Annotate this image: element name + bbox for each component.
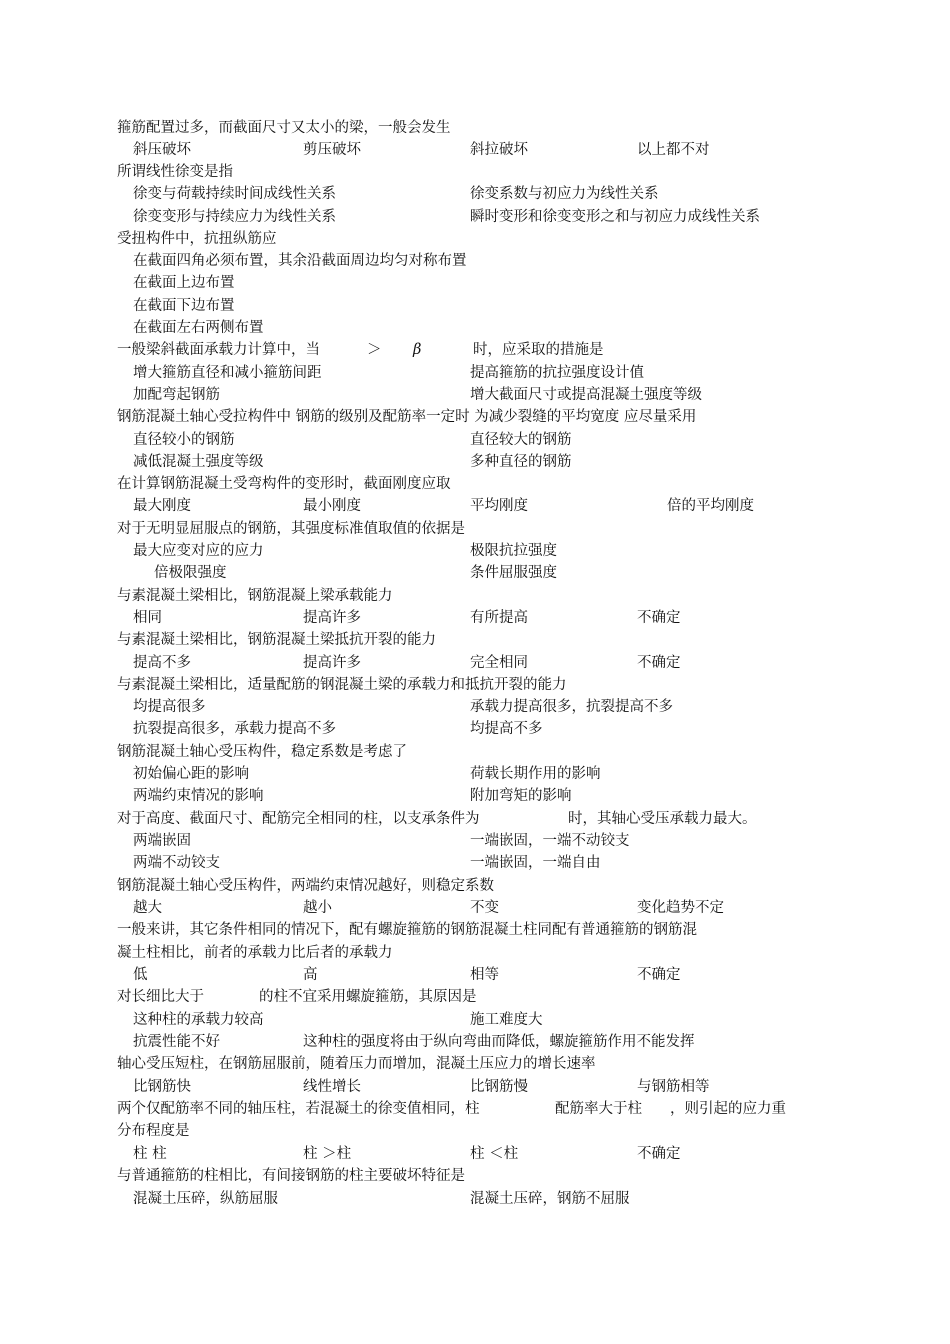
option-d: 变化趋势不定 [637,900,724,916]
option-d: 均提高不多 [470,721,543,737]
option-b: 提高许多 [303,655,361,671]
option-row [117,206,830,228]
option-c: 减低混凝土强度等级 [133,454,264,470]
option-a: 低 [133,967,148,983]
option-c: 斜拉破坏 [470,142,528,158]
option-row [117,1031,830,1053]
option-c: 平均刚度 [470,498,528,514]
option-d: 不确定 [637,610,681,626]
option-b: 承载力提高很多，抗裂提高不多 [470,699,673,715]
option-a: 相同 [133,610,162,626]
option-b: 越小 [303,900,332,916]
option-c: 不变 [470,900,499,916]
question-stem: 钢筋混凝土轴心受压构件，稳定系数是考虑了 [117,744,407,760]
option-b: 线性增长 [303,1079,361,1095]
question-stem: 箍筋配置过多，而截面尺寸又太小的梁，一般会发生 [117,120,451,136]
option-d: 多种直径的钢筋 [470,454,572,470]
option-d: 与钢筋相等 [637,1079,710,1095]
question-stem: 与普通箍筋的柱相比，有间接钢筋的柱主要破坏特征是 [117,1168,465,1184]
option-row [117,540,830,562]
question-stem: 与素混凝土梁相比，钢筋混凝土梁抵抗开裂的能力 [117,632,436,648]
option-b: 一端嵌固，一端不动铰支 [470,833,630,849]
option-a: 在截面四角必须布置，其余沿截面周边均匀对称布置 [133,253,467,269]
option-a: 直径较小的钢筋 [133,432,235,448]
question-stem: 与素混凝土梁相比，钢筋混凝上梁承载能力 [117,588,393,604]
question-stem: 所谓线性徐变是指 [117,164,233,180]
question-stem: 受扭构件中，抗扭纵筋应 [117,231,277,247]
option-b: 在截面上边布置 [133,275,235,291]
option-row [117,1076,830,1098]
option-a: 这种柱的承载力较高 [133,1012,264,1028]
option-row [117,1188,830,1210]
question-stem: 对于无明显屈服点的钢筋，其强度标准值取值的依据是 [117,521,465,537]
option-c: 倍极限强度 [154,565,227,581]
option-c: 完全相同 [470,655,528,671]
option-d: 不确定 [637,967,681,983]
option-a: 提高不多 [133,655,191,671]
option-c: 抗裂提高很多，承载力提高不多 [133,721,336,737]
option-d: 倍的平均刚度 [667,498,754,514]
option-b: 混凝土压碎，钢筋不屈服 [470,1191,630,1207]
option-a: 两端嵌固 [133,833,191,849]
option-row [117,852,830,874]
option-row [117,562,830,584]
option-d: 在截面左右两侧布置 [133,320,264,336]
option-b: 柱 ＞柱 [303,1146,352,1162]
question-stem: 一般梁斜截面承载力计算中，当 ＞ β 时，应采取的措施是 [117,342,604,358]
option-row [117,250,830,272]
option-b: 施工难度大 [470,1012,543,1028]
question-stem: 在计算钢筋混凝土受弯构件的变形时，截面刚度应取 [117,476,451,492]
option-d: 瞬时变形和徐变变形之和与初应力成线性关系 [470,209,760,225]
option-a: 徐变与荷载持续时间成线性关系 [133,186,336,202]
question-stem: 轴心受压短柱，在钢筋屈服前，随着压力而增加，混凝土压应力的增长速率 [117,1056,596,1072]
option-d: 增大截面尺寸或提高混凝土强度等级 [470,387,702,403]
option-row [117,607,830,629]
option-row [117,830,830,852]
option-c: 两端约束情况的影响 [133,788,264,804]
option-row [117,652,830,674]
option-c: 抗震性能不好 [133,1034,220,1050]
option-d: 附加弯矩的影响 [470,788,572,804]
option-row [117,1143,830,1165]
option-row [117,964,830,986]
option-c: 比钢筋慢 [470,1079,528,1095]
option-row [117,785,830,807]
option-row [117,362,830,384]
option-a: 柱 柱 [133,1146,167,1162]
option-b: 最小刚度 [303,498,361,514]
option-row [117,384,830,406]
question-stem: 与素混凝土梁相比，适量配筋的钢混凝土梁的承载力和抵抗开裂的能力 [117,677,567,693]
option-row [117,317,830,339]
option-row [117,451,830,473]
option-a: 最大应变对应的应力 [133,543,264,559]
question-stem-cont: 凝土柱相比，前者的承载力比后者的承载力 [117,945,393,961]
option-c: 徐变变形与持续应力为线性关系 [133,209,336,225]
option-row [117,295,830,317]
option-b: 直径较大的钢筋 [470,432,572,448]
option-a: 增大箍筋直径和减小箍筋间距 [133,365,322,381]
question-stem: 两个仅配筋率不同的轴压柱，若混凝土的徐变值相同，柱 配筋率大于柱 ，则引起的应力重 [117,1101,786,1117]
option-row [117,897,830,919]
option-a: 均提高很多 [133,699,206,715]
option-row [117,763,830,785]
option-c: 两端不动铰支 [133,855,220,871]
question-stem-cont: 分布程度是 [117,1123,190,1139]
option-row [117,495,830,517]
option-b: 提高许多 [303,610,361,626]
option-b: 徐变系数与初应力为线性关系 [470,186,659,202]
question-stem: 一般来讲，其它条件相同的情况下，配有螺旋箍筋的钢筋混凝土柱同配有普通箍筋的钢筋混 [117,922,697,938]
option-c: 柱 ＜柱 [470,1146,519,1162]
option-d: 不确定 [637,655,681,671]
option-d: 这种柱的强度将由于纵向弯曲而降低，螺旋箍筋作用不能发挥 [303,1034,695,1050]
option-d: 一端嵌固，一端自由 [470,855,601,871]
option-c: 相等 [470,967,499,983]
option-b: 荷载长期作用的影响 [470,766,601,782]
option-a: 越大 [133,900,162,916]
option-a: 最大刚度 [133,498,191,514]
option-row [117,272,830,294]
option-b: 剪压破坏 [303,142,361,158]
option-b: 高 [303,967,318,983]
option-row [117,1009,830,1031]
option-a: 混凝土压碎，纵筋屈服 [133,1191,278,1207]
option-row [117,429,830,451]
option-row [117,718,830,740]
question-stem: 钢筋混凝土轴心受压构件，两端约束情况越好，则稳定系数 [117,878,494,894]
option-b: 提高箍筋的抗拉强度设计值 [470,365,644,381]
option-b: 极限抗拉强度 [470,543,557,559]
option-c: 在截面下边布置 [133,298,235,314]
option-a: 初始偏心距的影响 [133,766,249,782]
option-row [117,696,830,718]
question-stem: 对长细比大于 的柱不宜采用螺旋箍筋，其原因是 [117,989,477,1005]
option-c: 加配弯起钢筋 [133,387,220,403]
option-d: 不确定 [637,1146,681,1162]
question-stem: 钢筋混凝土轴心受拉构件中 钢筋的级别及配筋率一定时 为减少裂缝的平均宽度 应尽量采用 [117,409,697,425]
option-c: 有所提高 [470,610,528,626]
question-stem: 对于高度、截面尺寸、配筋完全相同的柱，以支承条件为 时，其轴心受压承载力最大。 [117,811,757,827]
option-d: 条件屈服强度 [470,565,557,581]
option-row [117,183,830,205]
option-a: 斜压破坏 [133,142,191,158]
option-row [117,139,830,161]
option-d: 以上都不对 [637,142,710,158]
option-a: 比钢筋快 [133,1079,191,1095]
